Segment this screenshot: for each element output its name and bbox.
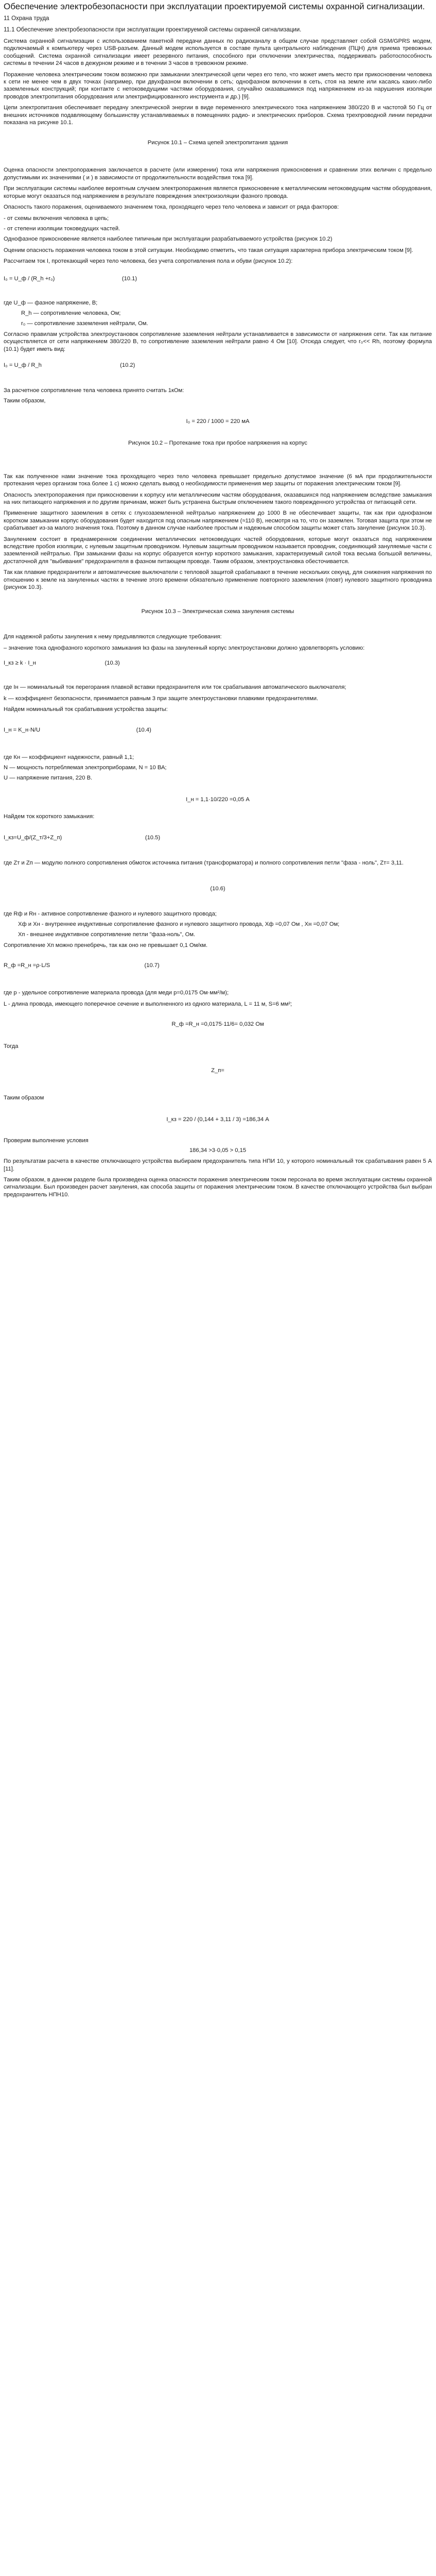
formula: I₀ = 220 / 1000 = 220 мА [186, 418, 250, 425]
formula-where: R_h — сопротивление человека, Ом; [21, 310, 121, 316]
figure-caption: Рисунок 10.2 – Протекание тока при пробое напряжения на корпус [128, 439, 307, 446]
paragraph: Занулением состоит в преднамеренном соединении металлических нетоковедущих частей оборудования, которые могут оказаться под напряжением вследствие пробоя изоляции, с нулевым защитным проводником. Нулевым защитным проводником называется проводник, соединяющий зануляемые части с заземленной нейтралью. При замыкании фазы на корпус образуется контур короткого замыкания, характеризуемый силой тока весьма большой величины, достаточной для "выбивания" предохранителя в фазном питающем проводе. Таким образом, электроустановка обесточивается. [4, 536, 432, 565]
formula-where: r₀ — сопротивление заземления нейтрали, Ом. [21, 320, 148, 327]
paragraph: Найдем ток короткого замыкания: [4, 813, 95, 820]
figure-caption: Рисунок 10.1 – Схема цепей электропитания здания [147, 140, 288, 146]
paragraph: Тогда [4, 1043, 19, 1049]
paragraph: Так как плавкие предохранители и автоматические выключатели с тепловой защитой срабатывают в течение нескольких секунд, для снижения напряжения по отношению к земле на зануленных частях в течение этого времени обязательно применение повторного заземления (rповт) нулевого защитного проводника (рисунок 10.3). [4, 569, 432, 591]
paragraph: Опасность такого поражения, оцениваемого значением тока, проходящего через тело человека и зависит от ряда факторов: [4, 204, 339, 211]
paragraph: При эксплуатации системы наиболее вероятным случаем электропоражения является прикосновение к металлическим нетоковедущим частям оборудования, которые могут оказаться под напряжением в результате повреждения электроизоляции фазного провода. [4, 185, 432, 199]
formula: R_ф =R_н =ρ·L/S (10.7) [4, 962, 160, 969]
paragraph: где Zт и Zп — модулю полного сопротивления обмоток источника питания (трансформатора) и полного сопротивления петли "фаза - ноль", Zт= 3,11. [4, 860, 404, 867]
list-item: - от степени изоляции токоведущих частей. [4, 225, 120, 232]
document [0, 1, 436, 1198]
formula-where: Xп - внешнее индуктивное сопротивление петли "фаза-ноль", Ом. [18, 931, 196, 938]
formula-where: U — напряжение питания, 220 В. [4, 775, 93, 782]
paragraph: Рассчитаем ток I, протекающий через тело человека, без учета сопротивления пола и обуви (рисунок 10.2): [4, 258, 293, 265]
figure-caption: Рисунок 10.3 – Электрическая схема зануления системы [141, 608, 294, 615]
paragraph: Применение защитного заземления в сетях с глухозаземленной нейтралью напряжением до 1000 В не обеспечивает защиты, так как при однофазном коротком замыкании корпус оборудования будет находится под опасным напряжением (≈110 В), несмотря на то, что он заземлен. Тоговая защита при этом не срабатывает из-за малого значения тока. Поэтому в данном случае наиболее простым и надежным способом защиты может стать зануление (рисунок 10.3). [4, 510, 432, 532]
paragraph: Проверим выполнение условия [4, 1137, 89, 1144]
formula: Z_п= [211, 1067, 224, 1074]
formula-where: где U_ф — фазное напряжение, В; [4, 299, 98, 306]
paragraph: По результатам расчета в качестве отключающего устройства выбираем предохранитель типа НПИ 10, у которого номинальный ток срабатывания равен 5 А [11]. [4, 1158, 432, 1172]
formula: I_кз ≥ k · I_н (10.3) [4, 660, 120, 667]
paragraph: k — коэффициент безопасности, принимается равным 3 при защите электроустановки плавкими предохранителями. [4, 695, 319, 702]
formula: I_кз=U_ф/(Z_т/3+Z_п) (10.5) [4, 835, 161, 841]
formula: R_ф =R_н =0,0175·11/6= 0,032 Ом [171, 1021, 264, 1027]
paragraph: – значение тока однофазного короткого замыкания Iкз фазы на зануленный корпус электроустановки должно удовлетворять условию: [4, 645, 365, 651]
paragraph: Согласно правилам устройства электроустановок сопротивление заземления нейтрали устанавливается в зависимости от напряжения сети. Так как питание осуществляется от сети напряжением 380/220 В, то сопротивление заземления нейтрали равно 4 Ом [10]. Отсюда следует, что r₀<< Rh, поэтому формула (10.1) будет иметь вид: [4, 331, 432, 352]
page-title: Обеспечение электробезопасности при эксплуатации проектируемой системы охранной сигнализации. [4, 2, 425, 11]
formula: 186,34 >3·0,05 > 0,15 [189, 1147, 247, 1154]
formula: I_кз = 220 / (0,144 + 3,11 / 3) =186,34 А [166, 1116, 269, 1123]
paragraph: Оценим опасность поражения человека током в этой ситуации. Необходимо отметить, что такая ситуация характерна прибора электрическим током [9]. [4, 247, 413, 253]
formula-where: N — мощность потребляемая электроприборами, N = 10 ВА; [4, 764, 167, 771]
paragraph: Однофазное прикосновение является наиболее типичным при эксплуатации разрабатываемого устройства (рисунок 10.2) [4, 236, 333, 243]
paragraph: За расчетное сопротивление тела человека принято считать 1кОм: [4, 387, 184, 394]
paragraph: Сопротивление Xп можно пренебречь, так как оно не превышает 0,1 Ом/км. [4, 942, 208, 948]
paragraph: где Iн — номинальный ток перегорания плавкой вставки предохранителя или ток срабатывания автоматического выключателя; [4, 684, 346, 691]
list-item: - от схемы включения человека в цепь; [4, 215, 109, 222]
paragraph: Опасность электропоражения при прикосновении к корпусу или металлическим частям оборудования, оказавшихся под напряжением вследствие замыкания на них питающего напряжения и по другим причинам, может быть устранена быстрым отключением такого поврежденного устройства от питающей сети. [4, 492, 432, 505]
formula: I_н = 1,1·10/220 =0,05 А [186, 796, 250, 803]
paragraph: Так как полученное нами значение тока проходящего через тело человека превышает предельно допустимое значение (6 мА при продолжительности протекания через организм тока более 1 с) можно сделать вывод о необходимости применения мер защиты от поражения электрическим током [9]. [4, 473, 432, 487]
formula: I₀ = U_ф / (R_h +r₀) (10.1) [4, 275, 137, 282]
section-heading: 11 Охрана труда [4, 15, 49, 22]
formula-number: (10.6) [210, 885, 225, 892]
paragraph: Оценка опасности электропоражения заключается в расчете (или измерении) тока или напряжения прикосновения и сравнении этих величин с предельно допустимыми их значениями ( и ) в зависимости от продолжительности воздействия тока [9]. [4, 167, 432, 181]
formula-where: где Кн — коэффициент надежности, равный 1,1; [4, 754, 134, 760]
formula: I_н = K_н·N/U (10.4) [4, 726, 151, 733]
paragraph: Найдем номинальный ток срабатывания устройства защиты: [4, 706, 168, 713]
paragraph: Для надежной работы зануления к нему предъявляются следующие требования: [4, 634, 222, 640]
formula: I₀ = U_ф / R_h (10.2) [4, 362, 135, 368]
subsection-heading: 11.1 Обеспечение электробезопасности при эксплуатации проектируемой системы охранной сигнализации. [4, 27, 302, 33]
paragraph: где p - удельное сопротивление материала провода (для меди p=0,0175 Ом·мм²/м); [4, 990, 229, 996]
paragraph: Таким образом [4, 1095, 44, 1101]
paragraph: L - длина провода, имеющего поперечное сечение и выполненного из одного материала, L = 11 м, S=6 мм²; [4, 1001, 292, 1007]
paragraph: Поражение человека электрическим током возможно при замыкании электрической цепи через его тело, что может иметь место при прикосновении человека к сети не менее чем в двух точках (например, при двухфазном включении в сеть; однофазном включении в сеть, стоя на земле или касаясь каких-либо заземленных конструкций; при контакте с нетоковедущими частями оборудования, случайно оказавшимися под напряжением из-за нарушения изоляции проводов электропитания оборудования или электрифицированного инструмента и др.) [9]. [4, 71, 432, 100]
paragraph: Система охранной сигнализации с использованием пакетной передачи данных по радиоканалу в общем случае представляет собой GSM/GPRS модем, подключаемый к компьютеру через USB-разъем. Данный модем используется в составе пульта центрального наблюдения (ПЦН) для приема тревожных сообщений. Система охранной сигнализации имеет резервного питания, способного при отключении электричества, поддерживать работоспособность системы в течении 24 часов в дежурном режиме и в течении 3 часов в тревожном режиме. [4, 38, 432, 67]
paragraph: Цепи электропитания обеспечивает передачу электрической энергии в виде переменного электрического тока напряжением 380/220 В и частотой 50 Гц от внешних источников подавляющему большинству устанавливаемых в помещениях радио- и электрических приборов. Схема трехпроводной линии передачи показана на рисунке 10.1. [4, 105, 432, 126]
formula-where: где Rф и Rн - активное сопротивление фазного и нулевого защитного провода; [4, 910, 217, 917]
paragraph: Таким образом, в данном разделе была произведена оценка опасности поражения электрическим током персонала во время эксплуатации системы охранной сигнализации. Был произведен расчет зануления, как способа защиты от поражения электрическим током. В качестве отключающего устройства был выбран предохранитель НПН10. [4, 1177, 432, 1198]
paragraph: Таким образом, [4, 398, 46, 404]
formula-where: Xф и Xн - внутреннее индуктивные сопротивление фазного и нулевого защитного провода, Xф =0,07 Ом , Xн =0,07 Ом; [18, 921, 340, 927]
